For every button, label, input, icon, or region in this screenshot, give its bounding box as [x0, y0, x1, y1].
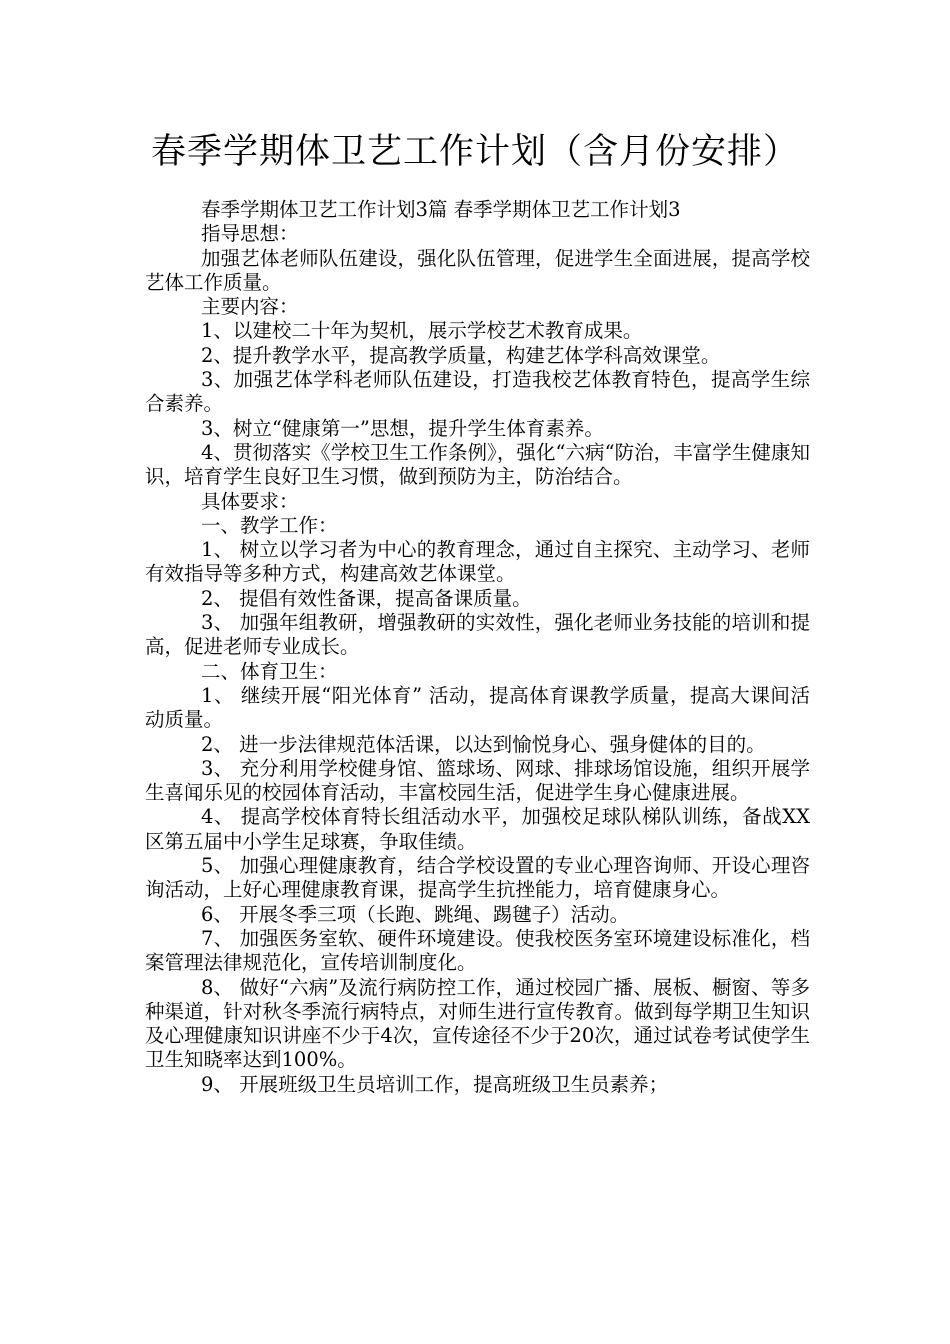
- paragraph: 主要内容：: [201, 295, 299, 319]
- paragraph: 具体要求：: [201, 489, 299, 513]
- paragraph: 1、 继续开展“阳光体育” 活动，提高体育课教学质量，提高大课间活动质量。: [145, 683, 810, 732]
- paragraph: 6、 开展冬季三项（长跑、跳绳、踢毽子）活动。: [201, 902, 630, 926]
- paragraph: 3、树立“健康第一”思想，提升学生体育素养。: [201, 416, 604, 440]
- paragraph: 一、教学工作：: [201, 513, 338, 537]
- paragraph: 指导思想：: [201, 222, 299, 246]
- document-title: 春季学期体卫艺工作计划（含月份安排）: [150, 132, 799, 172]
- paragraph: 3、 充分利用学校健身馆、篮球场、网球、排球场馆设施，组织开展学生喜闻乐见的校园体育活动，丰富校园生活，促进学生身心健康进展。: [145, 756, 810, 805]
- paragraph: 3、加强艺体学科老师队伍建设，打造我校艺体教育特色，提高学生综合素养。: [145, 368, 810, 416]
- paragraph: 9、 开展班级卫生员培训工作，提高班级卫生员素养；: [201, 1072, 669, 1096]
- paragraph: 3、 加强年组教研，增强教研的实效性，强化老师业务技能的培训和提高，促进老师专业成长。: [145, 611, 810, 659]
- paragraph: 4、 提高学校体育特长组活动水平，加强校足球队梯队训练，备战XX区第五届中小学生足球赛，争取佳绩。: [145, 805, 810, 853]
- paragraph: 8、 做好“六病”及流行病防控工作，通过校园广播、展板、橱窗、等多种渠道，针对秋冬季流行病特点，对师生进行宣传教育。做到每学期卫生知识及心理健康知识讲座不少于4次，宣传途径不少于20次，通过试卷考试使学生卫生知晓率达到100%。: [145, 975, 810, 1072]
- paragraph: 2、 提倡有效性备课，提高备课质量。: [201, 586, 532, 610]
- paragraph: 1、 树立以学习者为中心的教育理念，通过自主探究、主动学习、老师有效指导等多种方式，构建高效艺体课堂。: [145, 538, 810, 586]
- paragraph: 5、 加强心理健康教育，结合学校设置的专业心理咨询师、开设心理咨询活动，上好心理健康教育课，提高学生抗挫能力，培育健康身心。: [145, 854, 810, 902]
- document-body: [145, 198, 810, 1097]
- paragraph: 1、以建校二十年为契机，展示学校艺术教育成果。: [201, 319, 643, 343]
- paragraph: 7、 加强医务室软、硬件环境建设。使我校医务室环境建设标准化，档案管理法律规范化，宣传培训制度化。: [145, 926, 810, 975]
- paragraph: 二、体育卫生：: [201, 659, 338, 683]
- paragraph: 4、贯彻落实《学校卫生工作条例》，强化“六病“防治，丰富学生健康知识，培育学生良好卫生习惯，做到预防为主，防治结合。: [145, 440, 810, 489]
- paragraph: 2、提升教学水平，提高教学质量，构建艺体学科高效课堂。: [201, 343, 721, 367]
- paragraph: 加强艺体老师队伍建设，强化队伍管理，促进学生全面进展，提高学校艺体工作质量。: [145, 246, 810, 294]
- paragraph: 2、 进一步法律规范体活课，以达到愉悦身心、强身健体的目的。: [201, 732, 766, 756]
- paragraph: 春季学期体卫艺工作计划3篇 春季学期体卫艺工作计划3: [201, 198, 681, 221]
